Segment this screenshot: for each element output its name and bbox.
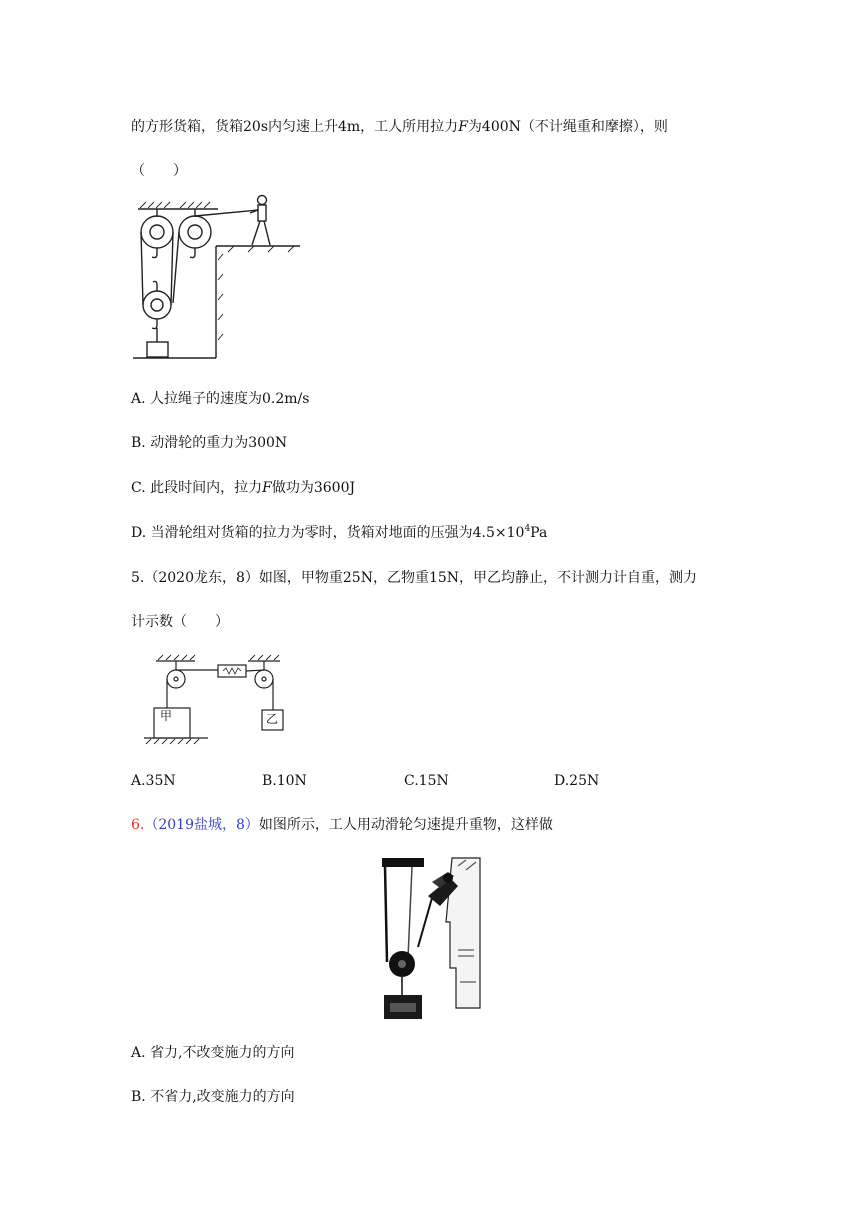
q5-option-c[interactable]: C.15N	[404, 773, 449, 789]
q6-option-b[interactable]: B. 不省力,改变施力的方向	[131, 1089, 295, 1105]
q4-option-c[interactable]: C. 此段时间内，拉力F做功为3600J	[131, 480, 356, 496]
q5-option-b[interactable]: B.10N	[262, 773, 307, 789]
q5-option-d[interactable]: D.25N	[554, 773, 600, 789]
q4-option-b[interactable]: B. 动滑轮的重力为300N	[131, 435, 288, 451]
q4-option-a[interactable]: A. 人拉绳子的速度为0.2m/s	[131, 391, 310, 407]
q5-label-yi: 乙	[266, 712, 279, 726]
q6-number: 6.	[131, 817, 145, 833]
q6-stem: 6.（2019盐城，8）如图所示，工人用动滑轮匀速提升重物，这样做	[131, 817, 553, 833]
q5-option-a[interactable]: A.35N	[131, 773, 176, 789]
q6-source: （2019盐城，8）	[144, 817, 259, 833]
q4-option-d[interactable]: D. 当滑轮组对货箱的拉力为零时，货箱对地面的压强为$4.5\times 10^4Pa$	[131, 524, 548, 541]
q4-answer-parens: （ ）	[131, 163, 187, 179]
q5-stem-line1: 5.（2020龙东，8）如图，甲物重25N，乙物重15N，甲乙均静止，不计测力计自重，测力	[131, 570, 698, 586]
q4-pulley-figure	[128, 190, 304, 366]
q6-option-a[interactable]: A. 省力,不改变施力的方向	[131, 1045, 295, 1061]
q5-label-jia: 甲	[160, 709, 173, 723]
q5-stem-line2: 计示数（ ）	[131, 614, 229, 630]
q5-spring-scale-figure	[130, 650, 286, 746]
q6-movable-pulley-figure	[378, 852, 484, 1022]
q4-stem-line1: 的方形货箱，货箱20s内匀速上升4m，工人所用拉力F为400N（不计绳重和摩擦），则	[131, 119, 668, 135]
